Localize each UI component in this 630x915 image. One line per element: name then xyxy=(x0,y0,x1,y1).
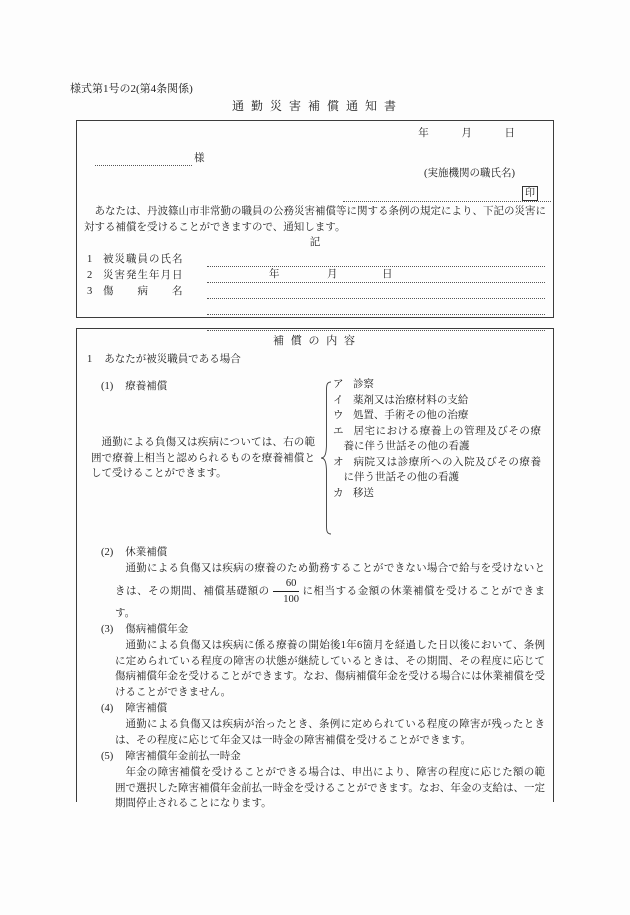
care-item-text: 病院又は診療所への入院及びその療養に伴う世話その他の看護 xyxy=(343,456,541,483)
section-number: (3) xyxy=(101,624,114,635)
field-row-date xyxy=(87,267,545,283)
care-item-text: 診察 xyxy=(352,379,374,390)
seal-stamp-icon: 印 xyxy=(522,186,538,201)
field-blank-injury xyxy=(207,284,545,299)
body-before-fraction: 通勤による負傷又は疾病の療養のため勤務することができない場合で給与を受けないときは、その期間、補償基礎額の xyxy=(115,563,545,597)
fraction-60-100 xyxy=(273,577,299,606)
section-title: 傷病補償年金 xyxy=(125,624,189,635)
section-title: 障害補償 xyxy=(125,703,168,714)
addressee-suffix: 様 xyxy=(194,152,205,164)
section-body xyxy=(115,561,545,621)
section-disability-compensation xyxy=(77,701,553,748)
care-item xyxy=(333,455,541,486)
section-title: 障害補償年金前払一時金 xyxy=(125,751,241,762)
date-day-label: 日 xyxy=(504,128,515,139)
fraction-denominator: 100 xyxy=(283,593,299,605)
care-item-kana: イ xyxy=(333,394,344,406)
case-heading-text: あなたが被災職員である場合 xyxy=(104,354,241,365)
care-item-kana: オ xyxy=(333,456,345,468)
section-medical-care xyxy=(77,379,553,537)
date-month-label: 月 xyxy=(461,128,472,139)
section-heading xyxy=(101,545,553,561)
field-label: 傷 病 名 xyxy=(103,285,184,297)
care-item-text: 居宅における療養上の管理及びその療養に伴う世話その他の看護 xyxy=(343,425,541,452)
care-item xyxy=(333,424,541,455)
care-item-kana: エ xyxy=(333,425,345,437)
field-blank-continuation xyxy=(207,299,545,315)
care-item-kana: ア xyxy=(333,379,344,390)
field-label: 被災職員の氏名 xyxy=(103,253,184,265)
body-after-fraction: に相当する金額の休業補償を受けることができます。 xyxy=(115,585,546,619)
care-item-kana: カ xyxy=(333,487,344,499)
issuer-label: (実施機関の職氏名) xyxy=(424,168,515,179)
section-number: (4) xyxy=(101,703,114,714)
form-code: 様式第1号の2(第4条関係) xyxy=(70,83,193,95)
fraction-numerator: 60 xyxy=(273,577,299,592)
field-number: 2 xyxy=(87,269,93,281)
care-item-text: 薬剤又は治療材料の支給 xyxy=(352,394,469,406)
care-item-text: 処置、手術その他の治療 xyxy=(352,410,469,421)
field-row-name xyxy=(87,251,545,267)
field-row-injury xyxy=(87,283,545,299)
section-number: (2) xyxy=(101,547,114,558)
field-blank-name xyxy=(207,252,545,267)
notice-header-box xyxy=(76,120,554,318)
section-body: 通勤による負傷又は疾病が治ったとき、条例に定められている程度の障害が残ったときは、その程度に応じて年金又は一時金の障害補償を受けることができます。 xyxy=(115,719,545,746)
addressee-line xyxy=(95,149,553,166)
section-heading xyxy=(101,622,553,638)
care-item-list xyxy=(333,377,541,501)
section-number: (1) xyxy=(101,381,114,392)
date-month-label: 月 xyxy=(327,268,338,280)
care-item-kana: ウ xyxy=(333,410,344,421)
care-item xyxy=(333,393,541,409)
care-items-group xyxy=(319,377,541,537)
section-heading xyxy=(101,379,319,395)
section-disability-pension-advance xyxy=(77,749,553,812)
addressee-blank-field xyxy=(95,153,192,166)
section-body: 通勤による負傷又は疾病については、右の範囲で療養上相当と認められるものを療養補償として受けることができます。 xyxy=(91,437,315,479)
date-day-label: 日 xyxy=(382,268,393,280)
section-title: 療養補償 xyxy=(125,381,168,392)
date-year-label: 年 xyxy=(269,268,280,280)
compensation-content-box xyxy=(76,328,554,809)
section-absence-compensation xyxy=(77,545,553,621)
field-number: 3 xyxy=(87,285,93,297)
issuer-signature-line xyxy=(77,183,553,203)
section-body: 年金の障害補償を受けることができる場合は、申出により、障害の程度に応じた額の範囲で選択した障害補償年金前払一時金を受けることができます。なお、年金の支給は、一定期間停止されることになります。 xyxy=(115,767,545,809)
care-item xyxy=(333,377,541,393)
issue-date-line xyxy=(77,126,553,143)
care-item xyxy=(333,408,541,424)
section-number: (5) xyxy=(101,751,114,762)
field-number: 1 xyxy=(87,253,93,265)
case-heading xyxy=(87,352,553,369)
left-brace-icon xyxy=(319,379,333,537)
notice-paragraph: あなたは、丹波篠山市非常勤の職員の公務災害補償等に関する条例の規定により、下記の災害に対する補償を受けることができますので、通知します。 xyxy=(84,206,546,233)
section-title: 休業補償 xyxy=(125,547,168,558)
field-label: 災害発生年月日 xyxy=(103,269,184,281)
date-year-label: 年 xyxy=(418,128,429,139)
document-title: 通 勤 災 害 補 償 通 知 書 xyxy=(231,99,398,113)
issuer-blank-field xyxy=(343,201,551,202)
field-blank-date xyxy=(207,268,545,283)
compensation-box-title: 補 償 の 内 容 xyxy=(273,335,357,347)
section-injury-pension xyxy=(77,622,553,700)
case-number: 1 xyxy=(87,354,93,365)
section-heading xyxy=(101,701,553,717)
section-body: 通勤による負傷又は疾病に係る療養の開始後1年6箇月を経過した日以後において、条例に定められている程度の障害の状態が継続しているときは、その期間、その程度に応じて傷病補償年金を受けることができます。なお、傷病補償年金を受ける場合には休業補償を受けることができません。 xyxy=(115,640,545,698)
care-item xyxy=(333,486,541,502)
record-mark: 記 xyxy=(309,237,321,248)
section-medical-care-left xyxy=(77,379,319,537)
care-item-text: 移送 xyxy=(352,487,374,499)
section-heading xyxy=(101,749,553,765)
